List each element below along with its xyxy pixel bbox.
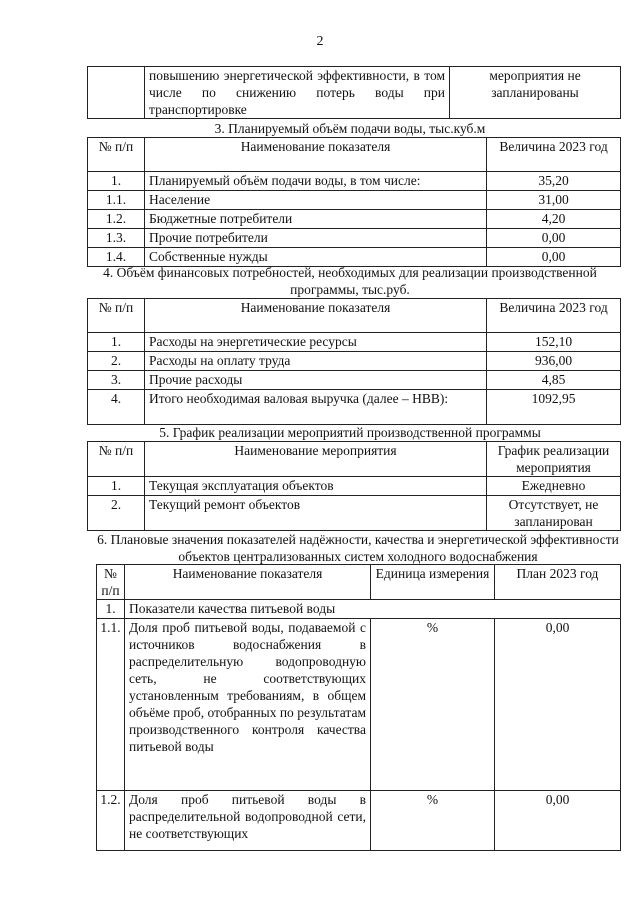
row-value: 4,85 bbox=[487, 371, 621, 390]
row-name: Расходы на энергетические ресурсы bbox=[145, 333, 487, 352]
row-name: Планируемый объём подачи воды, в том числе: bbox=[145, 172, 487, 191]
row-num: 1.1. bbox=[88, 191, 145, 210]
row-num: 2. bbox=[88, 352, 145, 371]
row-value: Отсутствует, не запланирован bbox=[487, 496, 621, 531]
row-name: Текущий ремонт объектов bbox=[145, 496, 487, 531]
page-number: 2 bbox=[316, 34, 324, 49]
row-value: 152,10 bbox=[487, 333, 621, 352]
section4-title: 4. Объём финансовых потребностей, необходимых для реализации производственной программы, тыс.руб. bbox=[103, 265, 597, 297]
section4-table bbox=[87, 298, 621, 425]
row-name: Доля проб питьевой воды в распределительной водопроводной сети, не соответствующих bbox=[125, 791, 371, 851]
row-value: 0,00 bbox=[495, 791, 621, 851]
row-name: Собственные нужды bbox=[145, 248, 487, 267]
row-name: Расходы на оплату труда bbox=[145, 352, 487, 371]
head-num: № п/п bbox=[88, 299, 145, 333]
row-value: 0,00 bbox=[495, 619, 621, 791]
row-name: Прочие расходы bbox=[145, 371, 487, 390]
section6-title: 6. Плановые значения показателей надёжности, качества и энергетической эффективности объектов централизованных систем холодного водоснабжения bbox=[97, 532, 619, 564]
head-value: Величина 2023 год bbox=[487, 299, 621, 333]
top-continuation-table bbox=[87, 66, 621, 119]
head-value: График реализации мероприятия bbox=[487, 442, 621, 477]
head-name: Наименование показателя bbox=[145, 299, 487, 333]
row-num: 1.2. bbox=[97, 791, 125, 851]
row-num: 1.1. bbox=[97, 619, 125, 791]
row-num: 4. bbox=[88, 390, 145, 425]
row-value: 1092,95 bbox=[487, 390, 621, 425]
row-name: Бюджетные потребители bbox=[145, 210, 487, 229]
group-name: Показатели качества питьевой воды bbox=[125, 600, 621, 619]
head-num: № п/п bbox=[88, 138, 145, 172]
row-unit: % bbox=[371, 619, 495, 791]
row-value: 4,20 bbox=[487, 210, 621, 229]
row-unit: % bbox=[371, 791, 495, 851]
row-value: 0,00 bbox=[487, 229, 621, 248]
section5-title: 5. График реализации мероприятий производственной программы bbox=[159, 425, 541, 440]
row-num: 2. bbox=[88, 496, 145, 531]
head-plan: План 2023 год bbox=[495, 565, 621, 600]
head-unit: Единица измерения bbox=[371, 565, 495, 600]
row-value: Ежедневно bbox=[487, 477, 621, 496]
row-num: 1.4. bbox=[88, 248, 145, 267]
section3-table bbox=[87, 137, 621, 267]
row-value: 31,00 bbox=[487, 191, 621, 210]
row-name: Доля проб питьевой воды, подаваемой с источников водоснабжения в распределительную водопроводную сеть, не соответствующих установленным требованиям, в общем объёме проб, отобранных по результатам производственного контроля качества питьевой воды bbox=[125, 619, 371, 791]
row-num: 1.3. bbox=[88, 229, 145, 248]
row-name: Итого необходимая валовая выручка (далее – НВВ): bbox=[145, 390, 487, 425]
row-num: 1.2. bbox=[88, 210, 145, 229]
head-name: Наименование показателя bbox=[145, 138, 487, 172]
head-name: Наименование показателя bbox=[125, 565, 371, 600]
group-num: 1. bbox=[97, 600, 125, 619]
top-row-status: мероприятия не запланированы bbox=[450, 67, 621, 119]
section3-title: 3. Планируемый объём подачи воды, тыс.куб.м bbox=[214, 121, 486, 136]
row-name: Текущая эксплуатация объектов bbox=[145, 477, 487, 496]
row-value: 936,00 bbox=[487, 352, 621, 371]
row-name: Прочие потребители bbox=[145, 229, 487, 248]
row-num: 3. bbox=[88, 371, 145, 390]
top-row-text: повышению энергетической эффективности, в том числе по снижению потерь воды при транспортировке bbox=[145, 67, 450, 119]
section6-table bbox=[96, 564, 621, 851]
row-value: 35,20 bbox=[487, 172, 621, 191]
head-value: Величина 2023 год bbox=[487, 138, 621, 172]
head-num: № п/п bbox=[88, 442, 145, 477]
row-name: Население bbox=[145, 191, 487, 210]
row-value: 0,00 bbox=[487, 248, 621, 267]
row-num: 1. bbox=[88, 333, 145, 352]
head-name: Наименование мероприятия bbox=[145, 442, 487, 477]
head-num: № п/п bbox=[97, 565, 125, 600]
row-num: 1. bbox=[88, 172, 145, 191]
row-num: 1. bbox=[88, 477, 145, 496]
section5-table bbox=[87, 441, 621, 531]
